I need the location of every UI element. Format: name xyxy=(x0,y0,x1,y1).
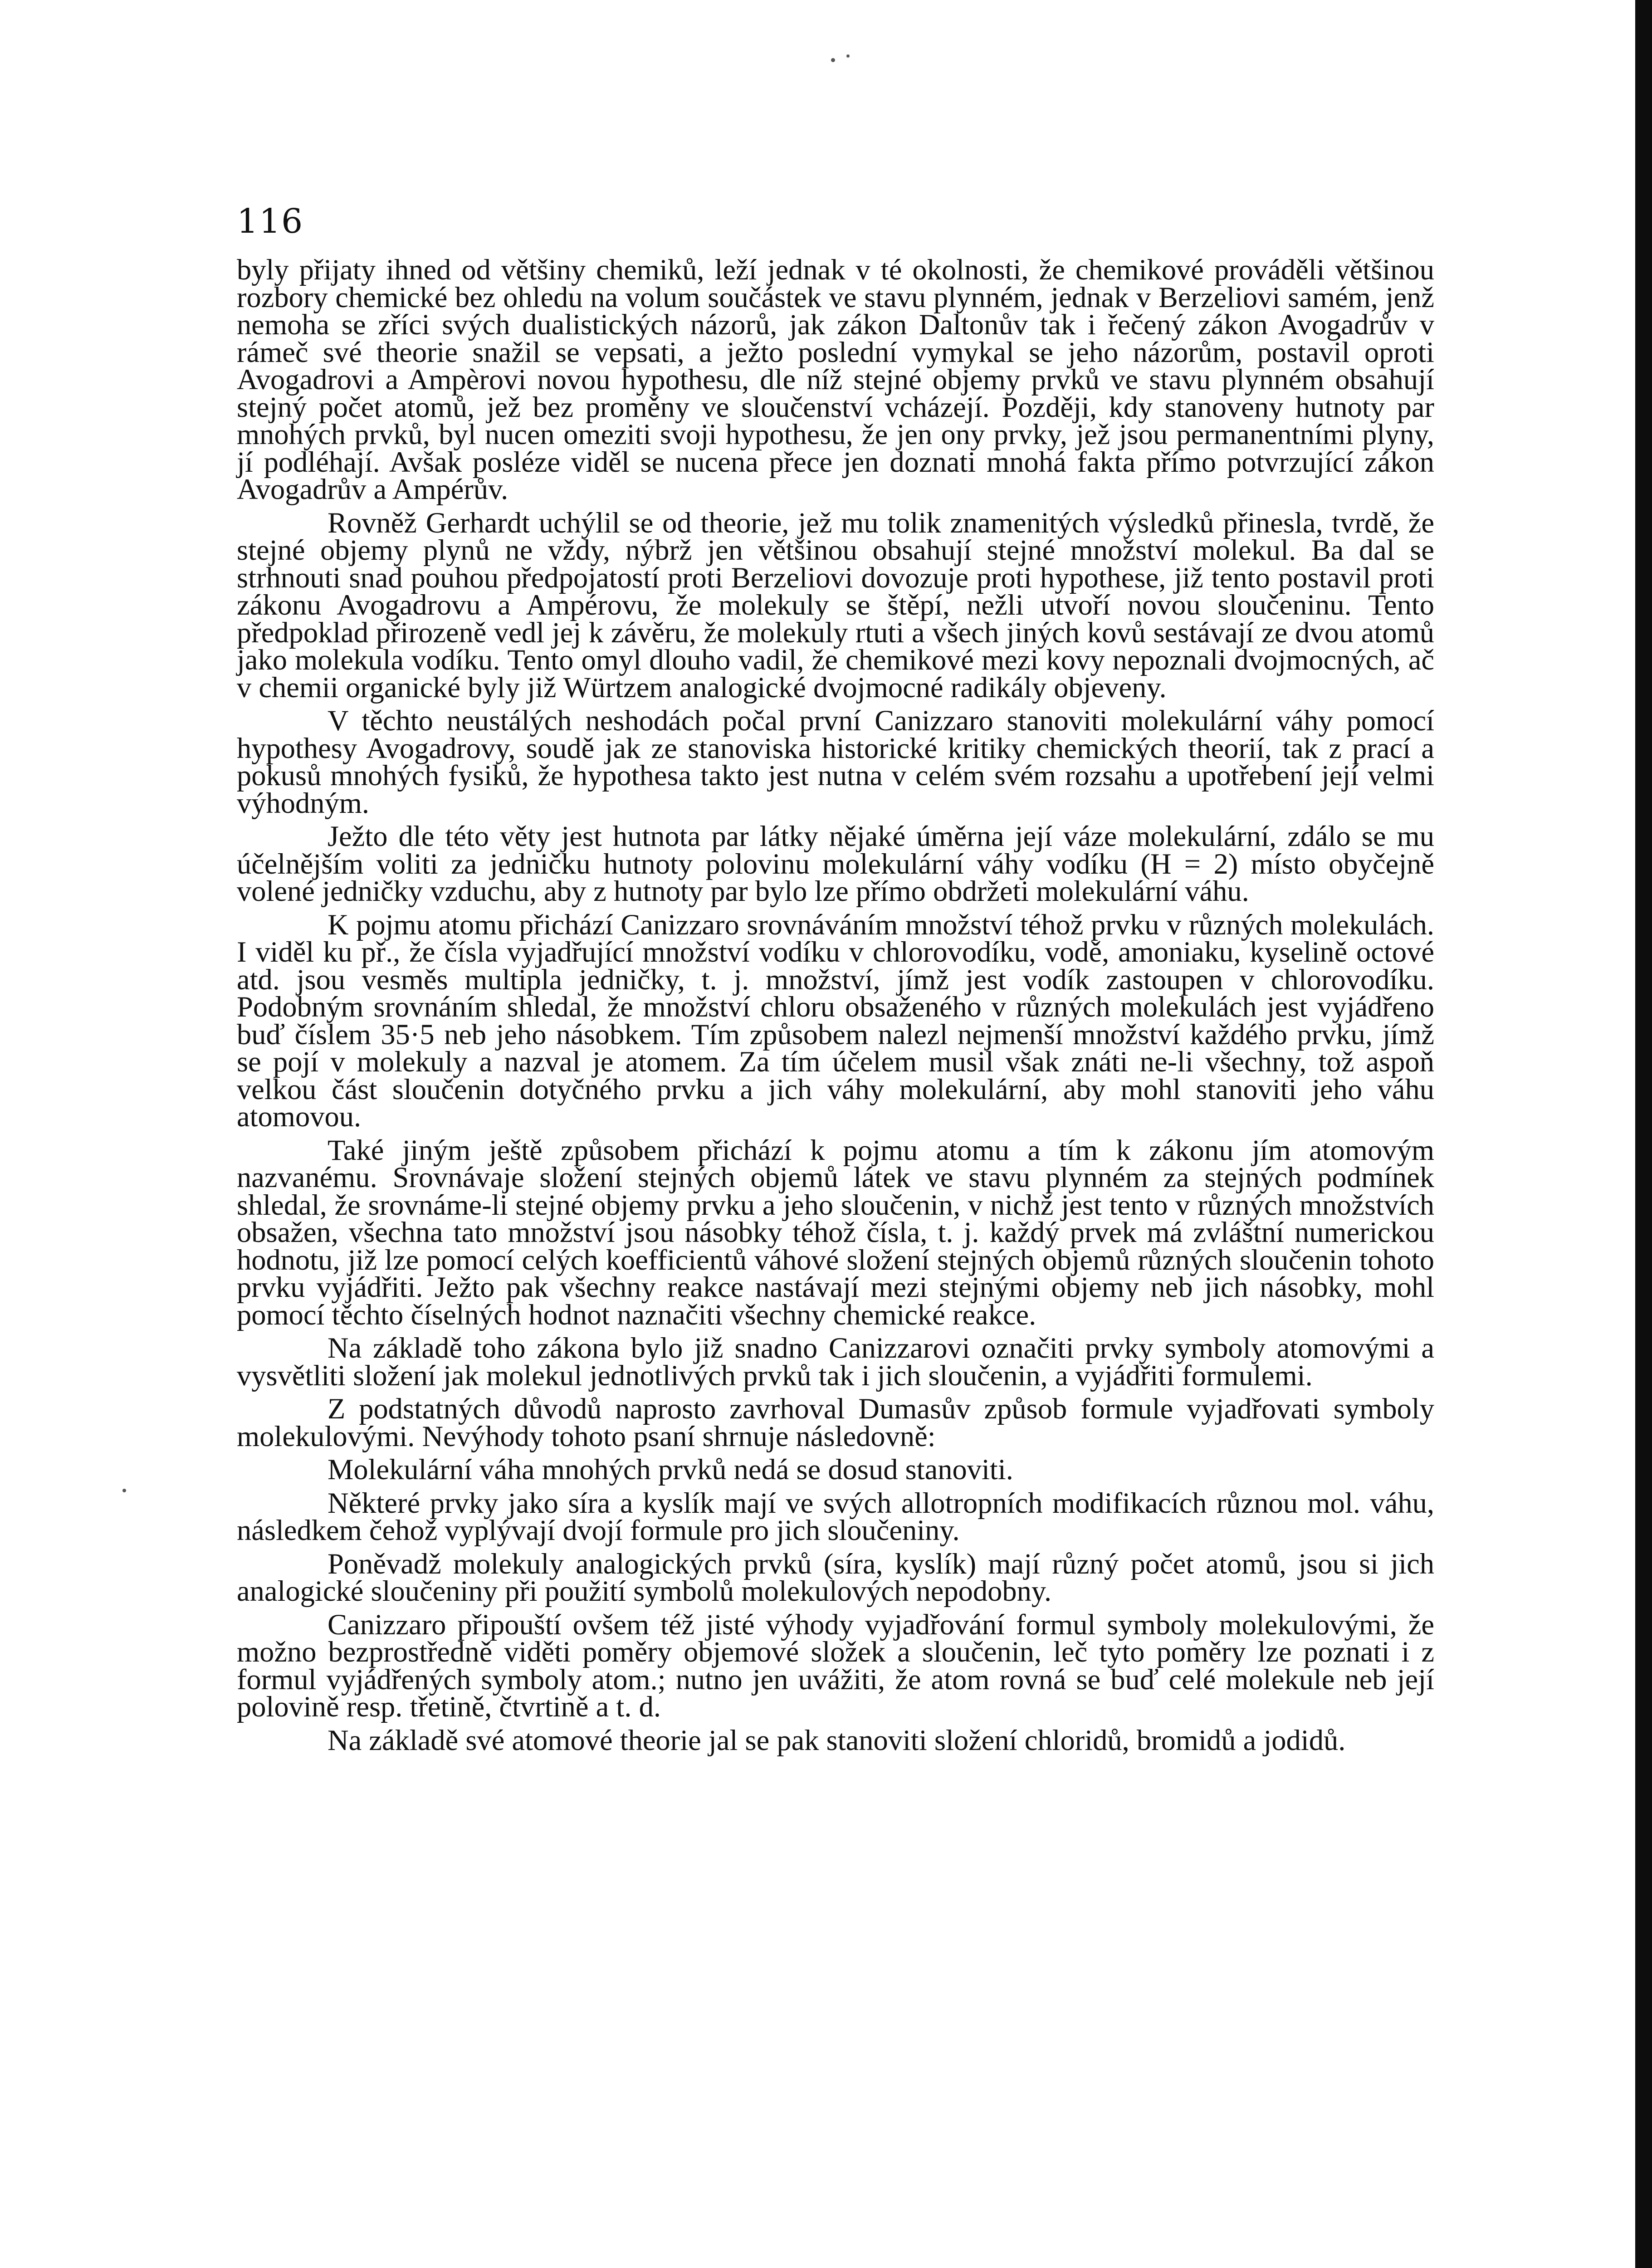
scan-speck xyxy=(831,58,835,62)
paragraph-1: byly přijaty ihned od většiny chemiků, leží jednak v té okolnosti, že chemikové prováděli většinou rozbory chemické bez ohledu na volum součástek ve stavu plynném, jednak v Berzeliovi samém, jenž nemoha se zříci svých dualistických názorů, jak zákon Daltonův tak i řečený zákon Avogadrův v rámeč své theorie snažil se vepsati, a ježto poslední vymykal se jeho názorům, postavil oproti Avogadrovi a Ampèrovi novou hypothesu, dle níž stejné objemy prvků ve stavu plynném obsahují stejný počet atomů, jež bez proměny ve sloučenství vcházejí. Později, kdy stanoveny hutnoty par mnohých prvků, byl nucen omeziti svoji hypothesu, že jen ony prvky, jež jsou permanentními plyny, jí podléhají. Avšak posléze viděl se nucena přece jen doznati mnohá fakta přímo potvrzující zákon Avogadrův a Ampérův. xyxy=(237,254,1434,505)
page-number: 116 xyxy=(237,202,304,241)
paragraph-5: K pojmu atomu přichází Canizzaro srovnáváním množství téhož prvku v různých molekulách. I viděl ku př., že čísla vyjadřující množství vodíku v chlorovodíku, vodě, amoniaku, kyselině octové atd. jsou vesměs multipla jedničky, t. j. množství, jímž jest vodík zastoupen v chlorovodíku. Podobným srovnáním shledal, že množství chloru obsaženého v různých molekulách jest vyjádřeno buď číslem 35·5 neb jeho násobkem. Tím způsobem nalezl nejmenší množství každého prvku, jímž se pojí v molekuly a nazval je atomem. Za tím účelem musil však znáti ne-li všechny, tož aspoň velkou část sloučenin dotyčného prvku a jich váhy molekulární, aby mohl stanoviti jeho váhu atomovou. xyxy=(237,908,1434,1133)
paragraph-7: Na základě toho zákona bylo již snadno Canizzarovi označiti prvky symboly atomovými a vysvětliti složení jak molekul jednotlivých prvků tak i jich sloučenin, a vyjádřiti formulemi. xyxy=(237,1332,1434,1392)
paragraph-11: Poněvadž molekuly analogických prvků (síra, kyslík) mají různý počet atomů, jsou si jich analogické sloučeniny při použití symbolů molekulových nepodobny. xyxy=(237,1547,1434,1607)
scan-edge-right xyxy=(1635,0,1652,2268)
paragraph-13: Na základě své atomové theorie jal se pak stanoviti složení chloridů, bromidů a jodidů. xyxy=(327,1724,1346,1756)
paragraph-6: Také jiným ještě způsobem přichází k pojmu atomu a tím k zákonu jím atomovým nazvanému. Srovnávaje složení stejných objemů látek ve stavu plynném za stejných podmínek shledal, že srovnáme-li stejné objemy prvku a jeho sloučenin, v nichž jest tento v různých množstvích obsažen, všechna tato množství jsou násobky téhož čísla, t. j. každý prvek má zvláštní numerickou hodnotu, již lze pomocí celých koefficientů váhové složení stejných objemů různých sloučenin tohoto prvku vyjádřiti. Ježto pak všechny reakce nastávají mezi stejnými objemy neb jich násobky, mohl pomocí těchto číselných hodnot naznačiti všechny chemické reakce. xyxy=(237,1134,1434,1331)
paragraph-3: V těchto neustálých neshodách počal první Canizzaro stanoviti molekulární váhy pomocí hypothesy Avogadrovy, soudě jak ze stanoviska historické kritiky chemických theorií, tak z prací a pokusů mnohých fysiků, že hypothesa takto jest nutna v celém svém rozsahu a upotřebení její velmi výhodným. xyxy=(237,704,1434,819)
body-text xyxy=(237,256,1434,1760)
paragraph-12: Canizzaro připouští ovšem též jisté výhody vyjadřování formul symboly molekulovými, že možno bezprostředně viděti poměry objemové složek a sloučenin, leč tyto poměry lze poznati i z formul vyjádřených symboly atom.; nutno jen uvážiti, že atom rovná se buď celé molekule neb její polovině resp. třetině, čtvrtině a t. d. xyxy=(237,1608,1434,1723)
paragraph-9: Molekulární váha mnohých prvků nedá se dosud stanoviti. xyxy=(327,1453,1013,1486)
paragraph-10: Některé prvky jako síra a kyslík mají ve svých allotropních modifikacích různou mol. váhu, následkem čehož vyplývají dvojí formule pro jich sloučeniny. xyxy=(237,1486,1434,1546)
scan-speck xyxy=(122,1489,126,1492)
paragraph-4: Ježto dle této věty jest hutnota par látky nějaké úměrna její váze molekulární, zdálo se mu účelnějším voliti za jedničku hutnoty polovinu molekulární váhy vodíku (H = 2) místo obyčejně volené jedničky vzduchu, aby z hutnoty par bylo lze přímo obdržeti molekulární váhu. xyxy=(237,820,1434,907)
scan-speck xyxy=(846,54,850,58)
paragraph-8: Z podstatných důvodů naprosto zavrhoval Dumasův způsob formule vyjadřovati symboly molekulovými. Nevýhody tohoto psaní shrnuje následovně: xyxy=(237,1393,1434,1452)
paragraph-2: Rovněž Gerhardt uchýlil se od theorie, jež mu tolik znamenitých výsledků přinesla, tvrdě, že stejné objemy plynů ne vždy, nýbrž jen většinou obsahují stejné množství molekul. Ba dal se strhnouti snad pouhou předpojatostí proti Berzeliovi dovozuje proti hypothese, již tento postavil proti zákonu Avogadrovu a Ampérovu, že molekuly se štěpí, nežli utvoří novou sloučeninu. Tento předpoklad přirozeně vedl jej k závěru, že molekuly rtuti a všech jiných kovů sestávají ze dvou atomů jako molekula vodíku. Tento omyl dlouho vadil, že chemikové mezi kovy nepoznali dvojmocných, ač v chemii organické byly již Würtzem analogické dvojmocné radikály objeveny. xyxy=(237,506,1434,704)
